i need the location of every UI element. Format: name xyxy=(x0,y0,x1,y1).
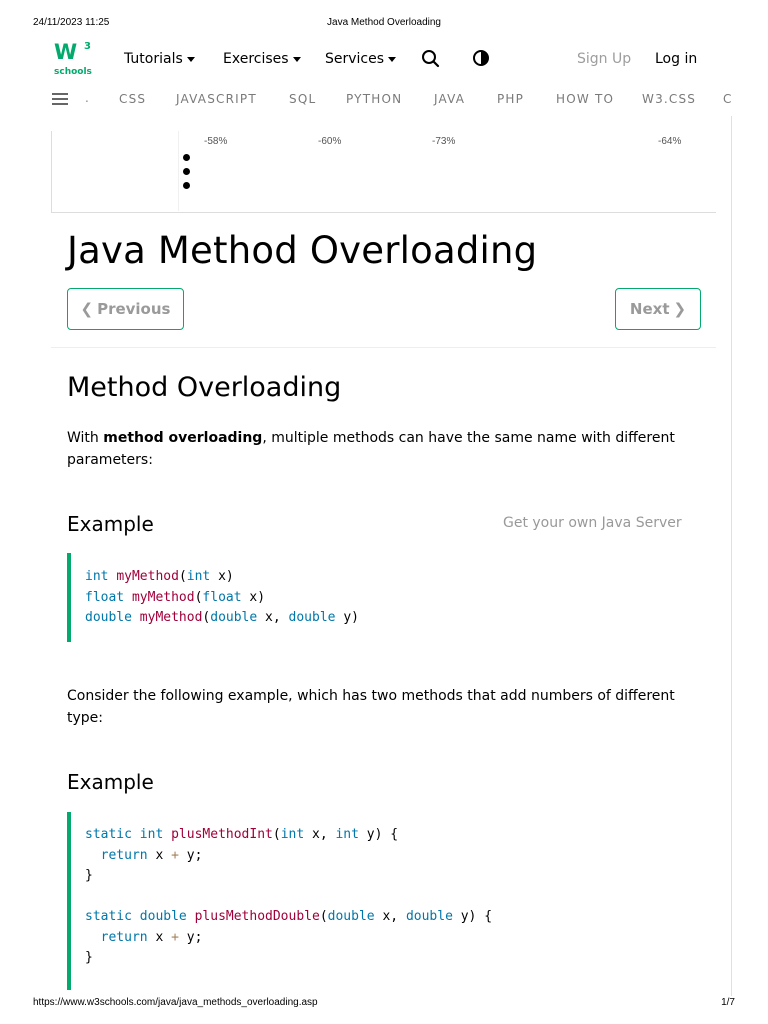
chevron-right-icon: ❯ xyxy=(673,300,687,318)
consider-paragraph: Consider the following example, which has two methods that add numbers of different type: xyxy=(67,688,675,726)
caret-down-icon xyxy=(293,57,301,62)
svg-text:W: W xyxy=(54,40,78,64)
exercises-menu[interactable] xyxy=(223,51,301,67)
code-line: int myMethod(int x) xyxy=(85,569,234,584)
svg-text:schools: schools xyxy=(54,67,92,77)
contrast-icon[interactable] xyxy=(472,49,492,69)
search-icon[interactable] xyxy=(421,49,441,69)
caret-down-icon xyxy=(187,57,195,62)
ad-discount: -73% xyxy=(432,136,456,147)
subnav-item-python[interactable]: PYTHON xyxy=(346,92,403,106)
intro-bold: method overloading xyxy=(103,430,263,446)
subnav-item-c[interactable]: C xyxy=(723,92,733,106)
content-right-border xyxy=(731,116,732,996)
code-line: return x + y; xyxy=(100,929,203,945)
intro-paragraph xyxy=(67,427,707,471)
code-line: double myMethod(double x, double y) xyxy=(85,610,359,625)
subnav-item-java[interactable]: JAVA xyxy=(434,92,466,106)
tutorials-menu[interactable] xyxy=(124,51,195,67)
login-link[interactable]: Log in xyxy=(655,51,698,67)
subnav-item-css[interactable]: CSS xyxy=(119,92,147,106)
code-line: } xyxy=(85,868,93,883)
code-line: } xyxy=(85,950,93,965)
code-line: static int plusMethodInt(int x, int y) { xyxy=(85,827,399,842)
hamburger-icon[interactable] xyxy=(52,93,68,105)
code-line: float myMethod(float x) xyxy=(85,589,266,605)
section-title: Method Overloading xyxy=(67,372,342,403)
page-title: Java Method Overloading xyxy=(67,229,538,272)
ad-discount: -60% xyxy=(318,136,342,147)
services-label: Services xyxy=(325,51,385,67)
print-date: 24/11/2023 11:25 xyxy=(33,17,110,28)
code-line: return x + y; xyxy=(100,847,203,863)
print-header xyxy=(0,17,768,31)
more-vertical-icon[interactable] xyxy=(183,154,193,194)
signup-link[interactable]: Sign Up xyxy=(577,51,632,67)
services-menu[interactable] xyxy=(325,51,396,67)
next-label: Next xyxy=(629,300,670,318)
code-line: static double plusMethodDouble(double x, double y) { xyxy=(85,909,493,924)
ad-divider xyxy=(178,131,179,211)
example-heading: Example xyxy=(67,512,154,536)
divider xyxy=(51,347,716,348)
print-footer xyxy=(0,997,768,1011)
subnav xyxy=(0,88,768,112)
subnav-item-javascript[interactable]: JAVASCRIPT xyxy=(176,92,257,106)
print-title: Java Method Overloading xyxy=(327,17,441,28)
next-button[interactable] xyxy=(615,288,701,330)
exercises-label: Exercises xyxy=(223,51,289,67)
example-heading: Example xyxy=(67,770,154,794)
ad-discount: -64% xyxy=(658,136,682,147)
ad-discount: -58% xyxy=(204,136,228,147)
subnav-item-php[interactable]: PHP xyxy=(497,92,525,106)
intro-suffix: , multiple methods can have the same name with different parameters: xyxy=(67,430,675,468)
svg-text:3: 3 xyxy=(84,41,91,52)
previous-button[interactable] xyxy=(67,288,184,330)
subnav-item-howto[interactable]: HOW TO xyxy=(556,92,615,106)
subnav-separator: . xyxy=(85,91,89,105)
get-java-server-link[interactable]: Get your own Java Server xyxy=(503,515,682,531)
subnav-item-sql[interactable]: SQL xyxy=(289,92,317,106)
ad-banner[interactable] xyxy=(51,131,716,213)
chevron-left-icon: ❮ xyxy=(80,300,94,318)
print-url: https://www.w3schools.com/java/java_methods_overloading.asp xyxy=(33,997,318,1008)
tutorials-label: Tutorials xyxy=(124,51,183,67)
caret-down-icon xyxy=(388,57,396,62)
print-page-number: 1/7 xyxy=(721,997,735,1008)
subnav-item-w3css[interactable]: W3.CSS xyxy=(642,92,697,106)
w3schools-logo[interactable] xyxy=(53,39,95,77)
code-example-2 xyxy=(67,812,707,990)
intro-prefix: With xyxy=(67,430,104,446)
code-example-1 xyxy=(67,553,707,642)
previous-label: Previous xyxy=(97,300,171,318)
